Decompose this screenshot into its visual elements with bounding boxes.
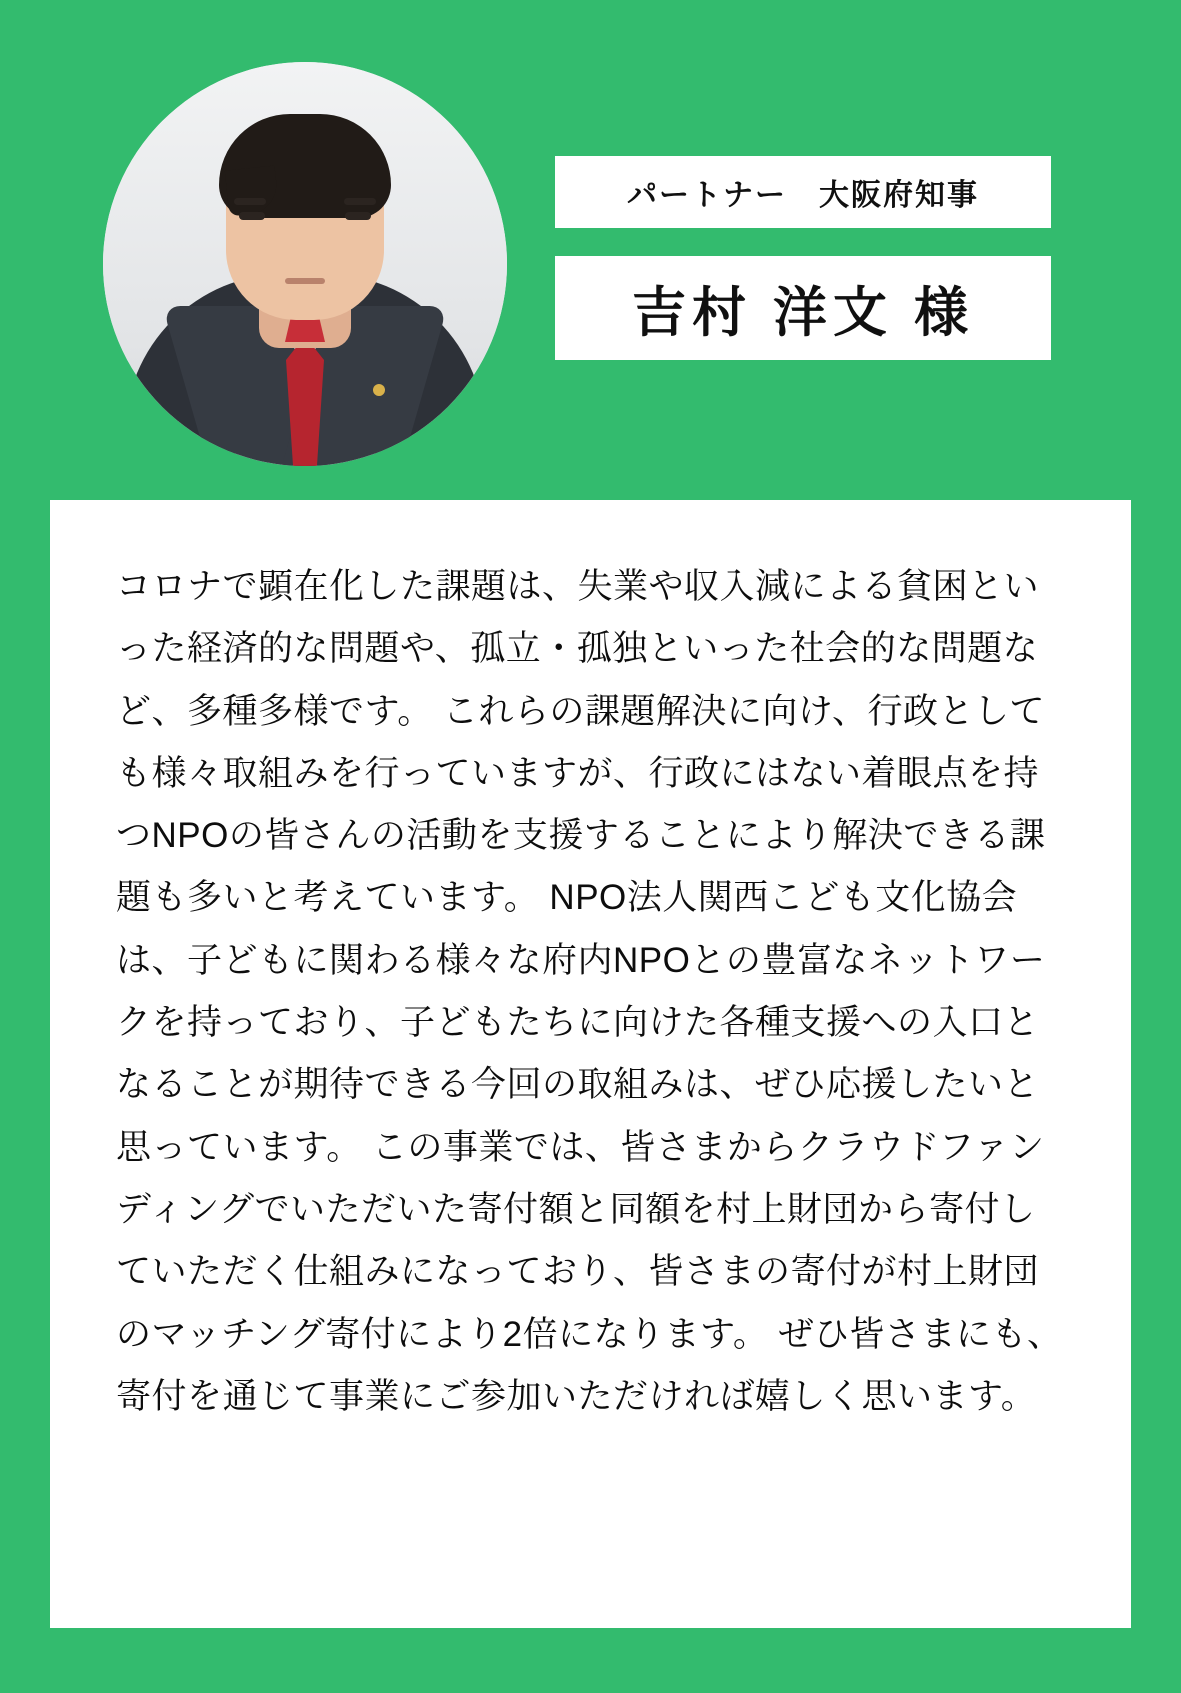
name-badge — [555, 256, 1051, 360]
header-section — [0, 0, 1181, 500]
portrait-avatar — [103, 62, 507, 466]
portrait-eyebrow-left — [234, 198, 266, 205]
role-badge — [555, 156, 1051, 228]
portrait-lapel-pin-icon — [373, 384, 385, 396]
role-badge-label: パートナー 大阪府知事 — [627, 179, 979, 212]
portrait-mouth — [285, 278, 325, 284]
portrait-eyebrow-right — [344, 198, 376, 205]
message-body-text: コロナで顕在化した課題は、失業や収入減による貧困といった経済的な問題や、孤立・孤独といった社会的な問題など、多種多様です。 これらの課題解決に向け、行政としても様々取組みを行っていますが、行政にはない着眼点を持つNPOの皆さんの活動を支援することにより解決できる課題も多いと考えています。 NPO法人関西こども文化協会は、子どもに関わる様々な府内NPOとの豊富なネットワークを持っており、子どもたちに向けた各種支援への入口となることが期待できる今回の取組みは、ぜひ応援したいと思っています。 この事業では、皆さまからクラウドファンディングでいただいた寄付額と同額を村上財団から寄付していただく仕組みになっており、皆さまの寄付が村上財団のマッチング寄付により2倍になります。 ぜひ皆さまにも、寄付を通じて事業にご参加いただければ嬉しく思います。 — [116, 567, 1063, 1416]
portrait-eye-right — [345, 212, 371, 220]
name-badge-label: 吉村 洋文 様 — [631, 282, 974, 343]
portrait-eye-left — [239, 212, 265, 220]
portrait-illustration — [103, 62, 507, 466]
message-card — [50, 500, 1131, 1628]
